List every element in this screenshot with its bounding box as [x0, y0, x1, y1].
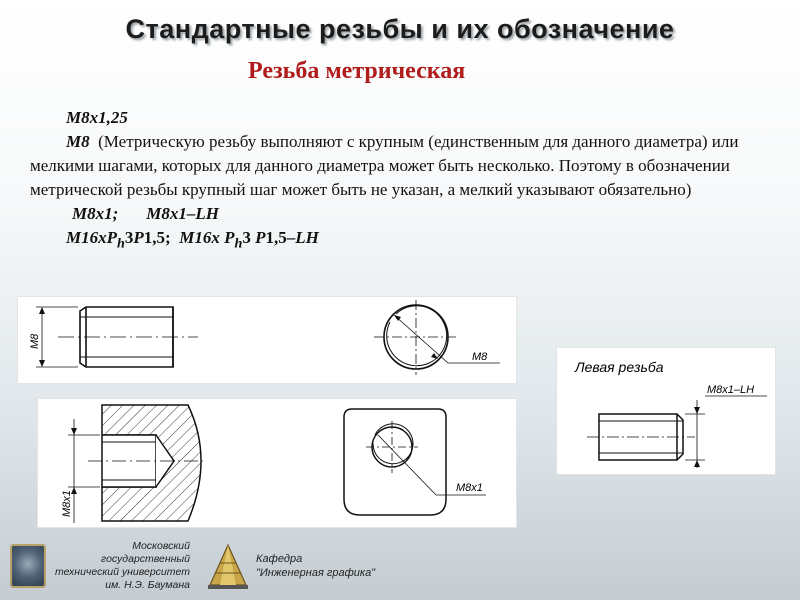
external-thread-figure	[18, 297, 516, 383]
ex3-h2: 3	[242, 228, 251, 247]
explanation-lead	[30, 132, 90, 151]
university-line-2: технический университет	[54, 566, 190, 578]
hole-dimension-label: М8х1	[61, 490, 73, 517]
left-thread-drawing	[557, 348, 775, 474]
department-footer	[206, 538, 375, 594]
internal-thread-drawing	[38, 399, 516, 527]
department-line-2: "Инженерная графика"	[256, 567, 376, 579]
example-2-text: М8х1–	[146, 204, 196, 223]
ex3-f: P	[224, 228, 235, 247]
hole-circle-label: М8х1	[456, 482, 483, 494]
multistart-examples	[30, 226, 765, 255]
ex3-p: P	[106, 228, 118, 247]
designation-text: М8х1,25	[66, 108, 128, 127]
designation-example	[30, 106, 765, 130]
ex3-d: 1,5;	[143, 228, 171, 247]
body-text	[30, 106, 765, 255]
explanation-lead-text: М8	[66, 132, 90, 151]
page-title: Стандартные резьбы и их обозначение	[125, 14, 675, 44]
university-name	[54, 540, 190, 592]
department-line-1: Кафедра	[256, 553, 303, 565]
example-1: М8х1;	[72, 204, 119, 223]
section-subtitle: Резьба метрическая	[248, 58, 466, 84]
left-hand-examples	[30, 202, 765, 226]
ex3-h: h	[117, 235, 125, 252]
ex3-g: h	[234, 235, 243, 252]
ex3-i: P	[255, 228, 266, 247]
ex3-e: М16х	[179, 228, 220, 247]
ex3-j: 1,5–	[265, 228, 296, 247]
left-thread-label: М8х1–LH	[707, 384, 755, 396]
external-thread-drawing	[18, 297, 516, 383]
ex3-a: М16х	[66, 228, 107, 247]
left-thread-caption: Левая резьба	[575, 359, 664, 375]
explanation-text: (Метрическую резьбу выполняют с крупным (единственным для данного диаметра) или мелкими шагами, которых для данного диаметра может быть несколько. Поэтому в обозначении метрической резьбы крупный шаг может быть не указан, а мелкий указывают обязательно)	[30, 132, 739, 199]
university-line-1: Московский государственный	[101, 540, 190, 565]
example-2-lh: LH	[195, 204, 220, 223]
left-thread-figure	[557, 348, 775, 474]
internal-thread-figure	[38, 399, 516, 527]
bolt-dimension-label: М8	[29, 333, 41, 349]
department-name	[256, 552, 375, 580]
ex3-lh: LH	[295, 228, 319, 247]
department-logo-icon	[206, 541, 250, 591]
ex3-b: 3	[124, 228, 134, 247]
university-footer	[10, 540, 190, 592]
university-emblem-icon	[10, 544, 46, 588]
example-2	[146, 204, 219, 223]
ex3-c: P	[133, 228, 144, 247]
circle-dimension-label: М8	[472, 351, 488, 363]
university-line-3: им. Н.Э. Баумана	[105, 579, 190, 591]
explanation-paragraph	[30, 130, 765, 202]
